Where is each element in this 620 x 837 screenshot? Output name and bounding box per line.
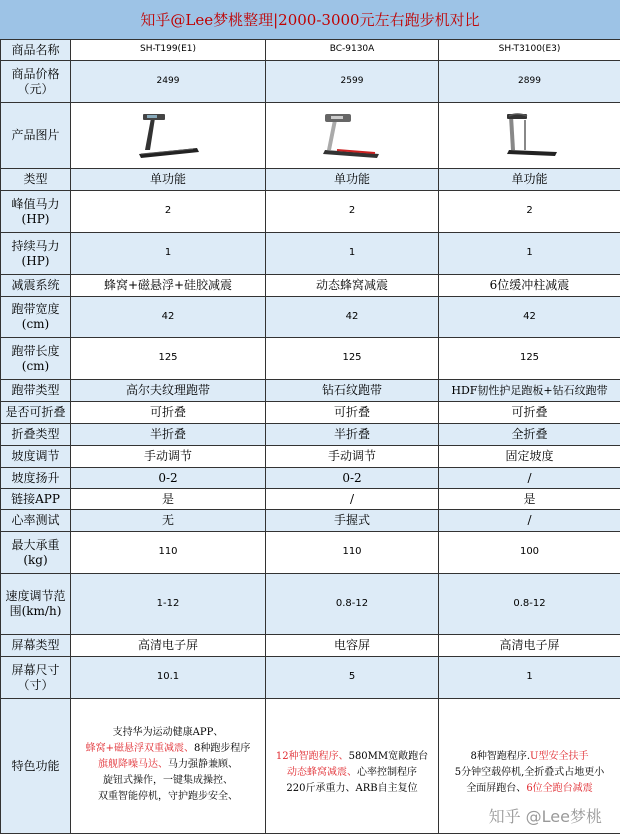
label-heart: 心率测试 [1, 510, 71, 532]
treadmill-icon [317, 110, 387, 162]
row-price [1, 61, 620, 103]
feature-line: 支持华为运动健康APP、 [112, 727, 224, 738]
label-speed: 速度调节范围(km/h) [1, 574, 71, 635]
treadmill-icon [133, 110, 203, 162]
comparison-table [0, 39, 620, 834]
row-speed [1, 574, 620, 635]
product-3-speed: 0.8-12 [439, 574, 620, 635]
label-shock: 减震系统 [1, 275, 71, 297]
product-3-name: SH-T3100(E3) [439, 40, 620, 61]
product-2-name: BC-9130A [266, 40, 439, 61]
product-1-name: SH-T199(E1) [71, 40, 266, 61]
product-1-features [71, 699, 266, 834]
label-cont-hp: 持续马力(HP) [1, 233, 71, 275]
feature-line: 全面屏跑台、6位全跑台减震 [466, 783, 593, 794]
product-2-price: 2599 [266, 61, 439, 103]
product-1-belt-width: 42 [71, 297, 266, 338]
row-name [1, 40, 620, 61]
row-image [1, 103, 620, 169]
product-2-belt-width: 42 [266, 297, 439, 338]
product-2-peak-hp: 2 [266, 191, 439, 233]
product-1-image [71, 103, 266, 169]
label-screen-type: 屏幕类型 [1, 635, 71, 657]
feature-line: 220斤承重力、ARB自主复位 [286, 783, 418, 794]
product-2-image [266, 103, 439, 169]
product-3-heart: / [439, 510, 620, 532]
product-1-incline-lift: 0-2 [71, 468, 266, 489]
row-foldable [1, 402, 620, 424]
product-2-belt-length: 125 [266, 338, 439, 380]
feature-line: 旗舰降噪马达、马力强静兼顾、 [98, 759, 238, 770]
product-3-peak-hp: 2 [439, 191, 620, 233]
label-name: 商品名称 [1, 40, 71, 61]
label-fold-type: 折叠类型 [1, 424, 71, 446]
label-peak-hp: 峰值马力(HP) [1, 191, 71, 233]
row-screen-type [1, 635, 620, 657]
label-belt-width: 跑带宽度(cm) [1, 297, 71, 338]
feature-line: 双重智能停机，守护跑步安全、 [98, 791, 238, 802]
product-1-shock: 蜂窝+磁悬浮+硅胶减震 [71, 275, 266, 297]
feature-line: 旋钮式操作，一键集成操控、 [103, 775, 233, 786]
product-3-screen-type: 高清电子屏 [439, 635, 620, 657]
row-heart [1, 510, 620, 532]
product-2-foldable: 可折叠 [266, 402, 439, 424]
product-2-fold-type: 半折叠 [266, 424, 439, 446]
feature-line: 12种智跑程序、580MM宽敞跑台 [275, 751, 429, 762]
product-1-screen-size: 10.1 [71, 657, 266, 699]
label-type: 类型 [1, 169, 71, 191]
label-belt-type: 跑带类型 [1, 380, 71, 402]
product-1-peak-hp: 2 [71, 191, 266, 233]
product-2-belt-type: 钻石纹跑带 [266, 380, 439, 402]
feature-line: 8种智跑程序.U型安全扶手 [470, 751, 589, 762]
product-2-app: / [266, 489, 439, 510]
product-1-speed: 1-12 [71, 574, 266, 635]
treadmill-icon [495, 110, 565, 162]
product-1-price: 2499 [71, 61, 266, 103]
product-3-belt-type: HDF韧性护足跑板+钻石纹跑带 [439, 380, 620, 402]
row-app [1, 489, 620, 510]
product-1-incline-adj: 手动调节 [71, 446, 266, 468]
row-peak-hp [1, 191, 620, 233]
feature-line: 5分钟空载停机,全折叠式占地更小 [454, 767, 605, 778]
product-2-incline-lift: 0-2 [266, 468, 439, 489]
label-price: 商品价格（元） [1, 61, 71, 103]
product-3-cont-hp: 1 [439, 233, 620, 275]
product-1-heart: 无 [71, 510, 266, 532]
label-app: 链接APP [1, 489, 71, 510]
feature-line: 动态蜂窝减震、心率控制程序 [287, 767, 417, 778]
row-max-load [1, 532, 620, 574]
product-1-screen-type: 高清电子屏 [71, 635, 266, 657]
product-1-fold-type: 半折叠 [71, 424, 266, 446]
label-belt-length: 跑带长度(cm) [1, 338, 71, 380]
product-3-fold-type: 全折叠 [439, 424, 620, 446]
product-2-type: 单功能 [266, 169, 439, 191]
label-screen-size: 屏幕尺寸（寸） [1, 657, 71, 699]
watermark: 知乎 @Lee梦桃 [488, 807, 602, 826]
page-title: 知乎@Lee梦桃整理|2000-3000元左右跑步机对比 [0, 0, 620, 40]
row-type [1, 169, 620, 191]
product-1-app: 是 [71, 489, 266, 510]
row-belt-type [1, 380, 620, 402]
label-image: 产品图片 [1, 103, 71, 169]
product-2-incline-adj: 手动调节 [266, 446, 439, 468]
product-3-incline-adj: 固定坡度 [439, 446, 620, 468]
product-3-screen-size: 1 [439, 657, 620, 699]
row-cont-hp [1, 233, 620, 275]
product-1-belt-type: 高尔夫纹理跑带 [71, 380, 266, 402]
row-screen-size [1, 657, 620, 699]
product-3-max-load: 100 [439, 532, 620, 574]
row-shock [1, 275, 620, 297]
product-1-foldable: 可折叠 [71, 402, 266, 424]
product-3-belt-length: 125 [439, 338, 620, 380]
label-features: 特色功能 [1, 699, 71, 834]
product-3-belt-width: 42 [439, 297, 620, 338]
label-foldable: 是否可折叠 [1, 402, 71, 424]
label-incline-adj: 坡度调节 [1, 446, 71, 468]
product-1-max-load: 110 [71, 532, 266, 574]
product-3-shock: 6位缓冲柱减震 [439, 275, 620, 297]
product-2-max-load: 110 [266, 532, 439, 574]
feature-line: 蜂窝+磁悬浮双重减震、8种跑步程序 [85, 743, 251, 754]
row-incline-lift [1, 468, 620, 489]
product-2-screen-type: 电容屏 [266, 635, 439, 657]
product-3-app: 是 [439, 489, 620, 510]
product-2-shock: 动态蜂窝减震 [266, 275, 439, 297]
row-belt-width [1, 297, 620, 338]
product-1-type: 单功能 [71, 169, 266, 191]
product-3-type: 单功能 [439, 169, 620, 191]
product-2-screen-size: 5 [266, 657, 439, 699]
product-1-belt-length: 125 [71, 338, 266, 380]
product-2-features [266, 699, 439, 834]
product-2-cont-hp: 1 [266, 233, 439, 275]
product-1-cont-hp: 1 [71, 233, 266, 275]
product-3-incline-lift: / [439, 468, 620, 489]
product-3-foldable: 可折叠 [439, 402, 620, 424]
label-max-load: 最大承重(kg) [1, 532, 71, 574]
label-incline-lift: 坡度扬升 [1, 468, 71, 489]
row-incline-adj [1, 446, 620, 468]
product-2-speed: 0.8-12 [266, 574, 439, 635]
row-fold-type [1, 424, 620, 446]
product-3-price: 2899 [439, 61, 620, 103]
product-3-image [439, 103, 620, 169]
row-belt-length [1, 338, 620, 380]
product-2-heart: 手握式 [266, 510, 439, 532]
